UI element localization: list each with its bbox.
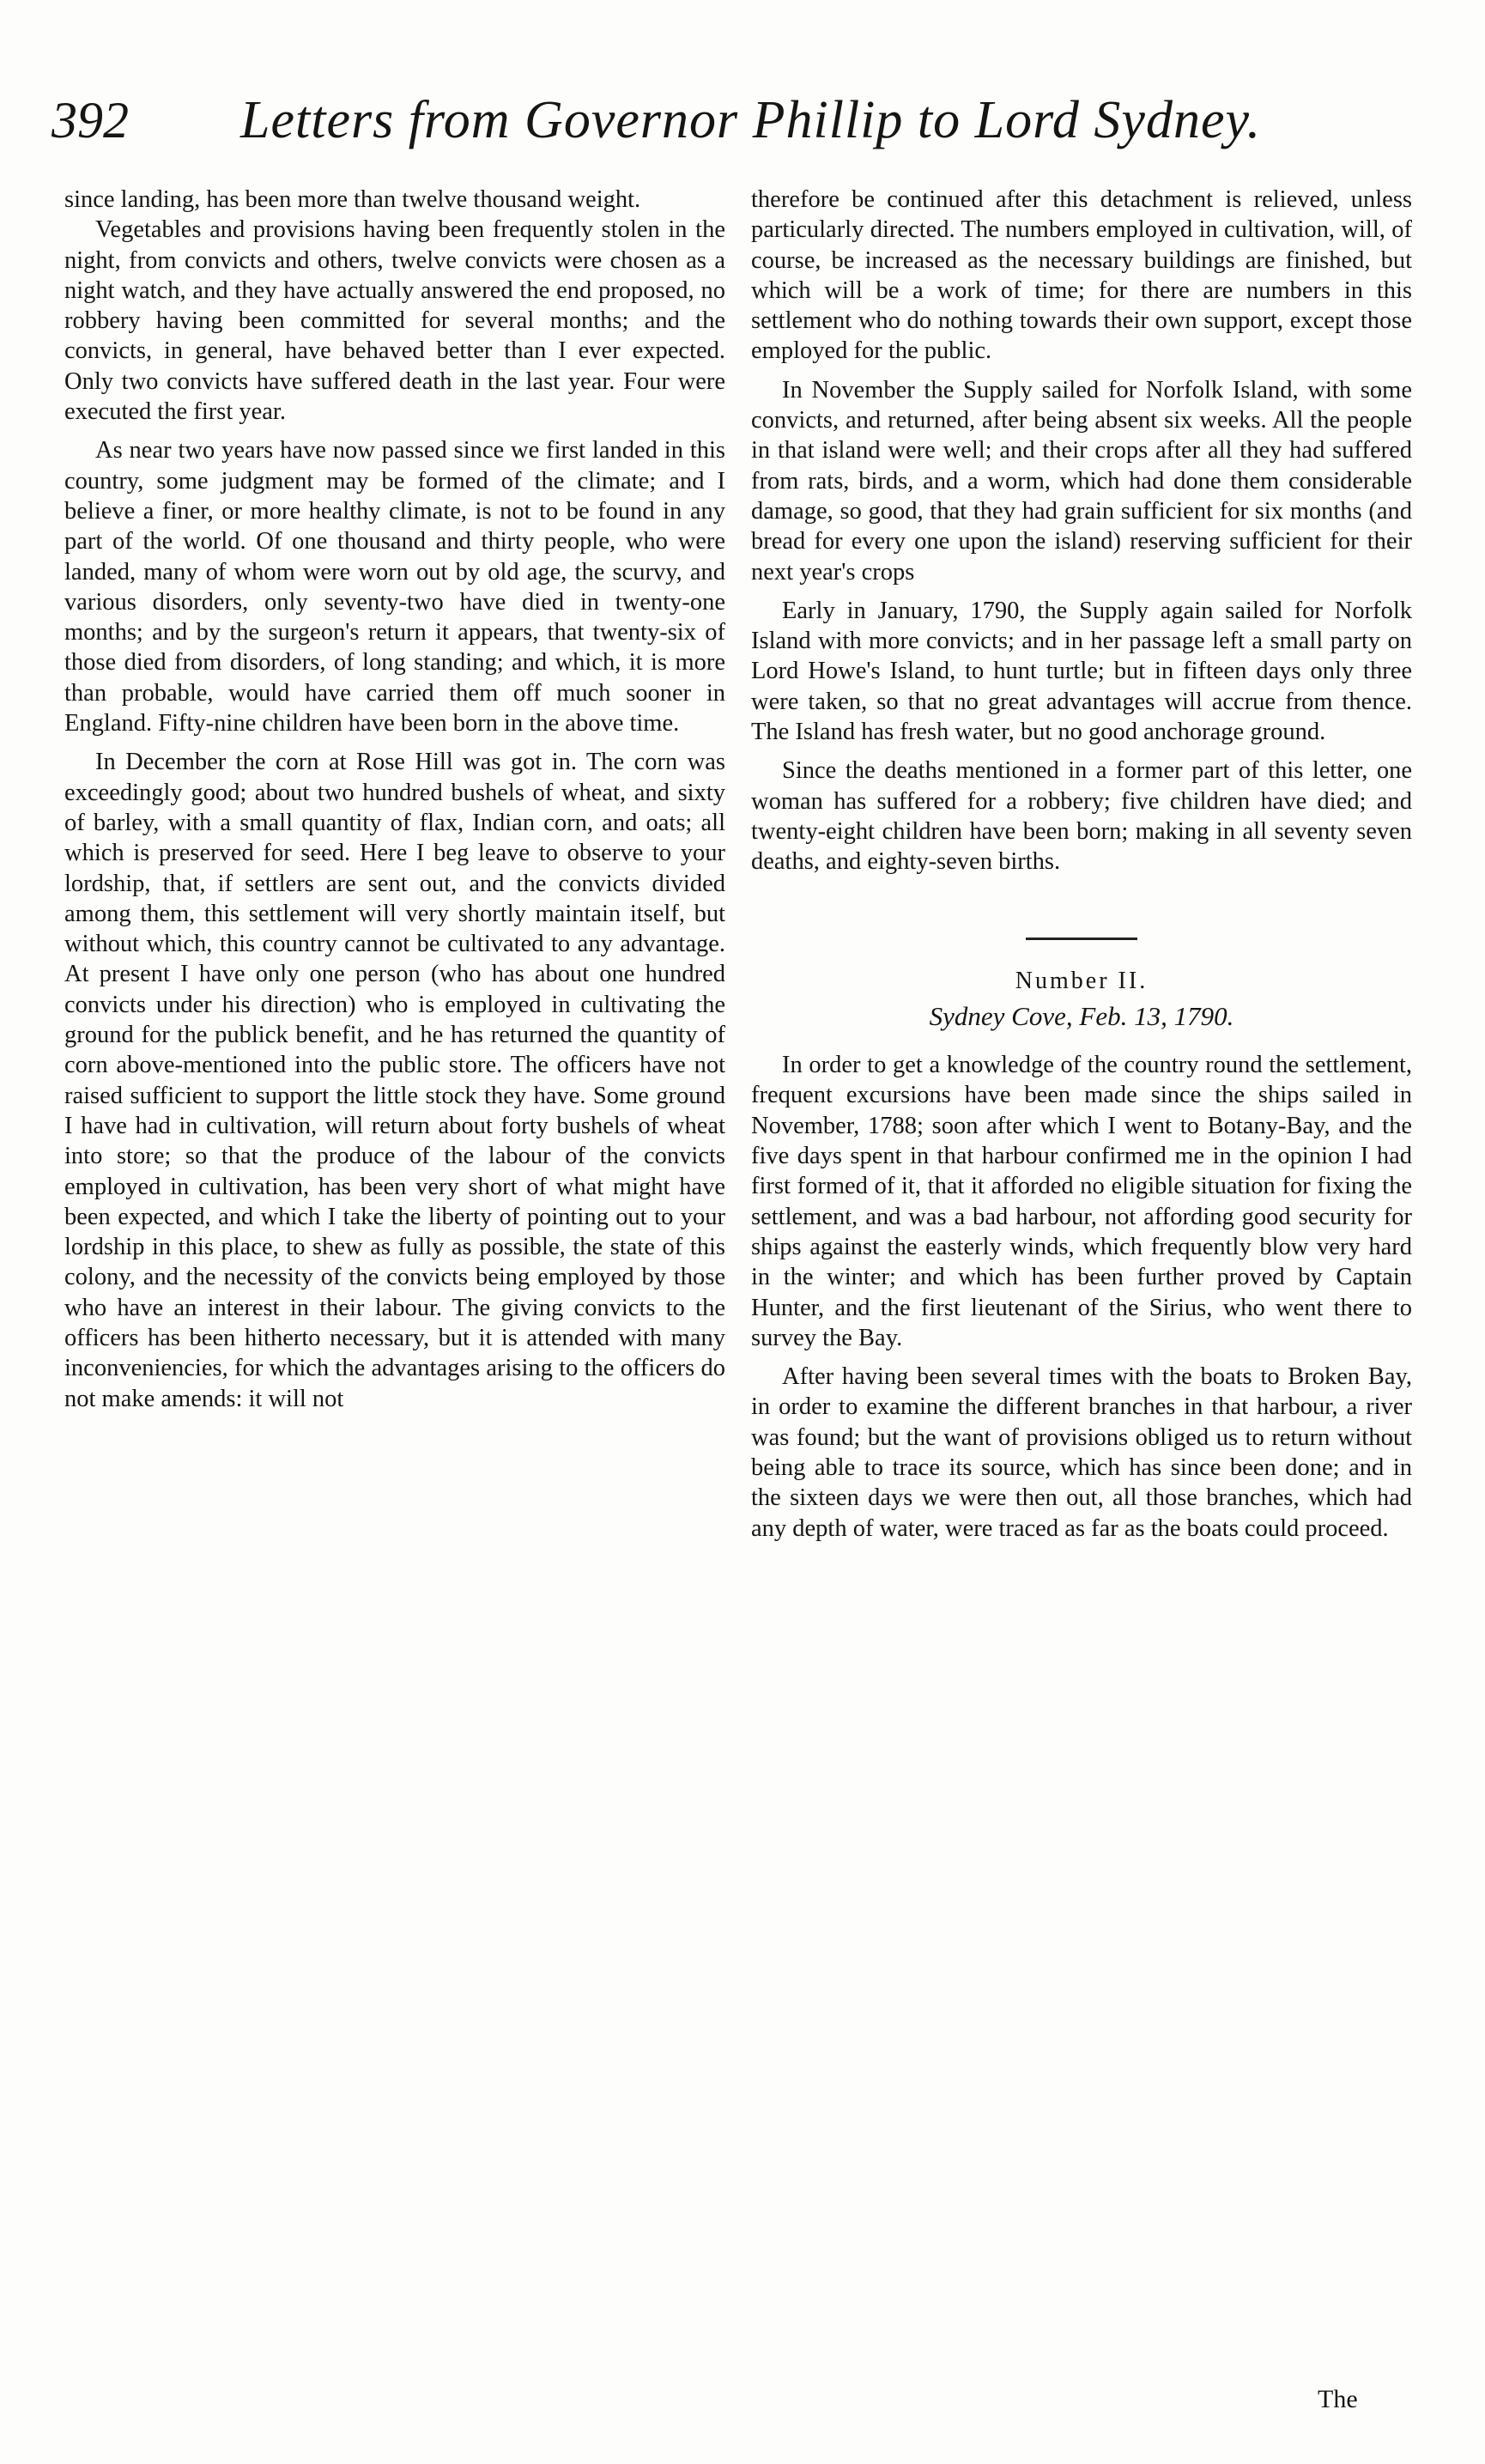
running-head <box>52 82 1391 159</box>
paragraph: As near two years have now passed since we first landed in this country, some judgment may be formed of the climate; and I believe a finer, or more healthy climate, is not to be found in any part of the world. Of one thousand and thirty people, who were landed, many of whom were worn out by old age, the scurvy, and various disorders, only seventy-two have died in twenty-one months; and by the surgeon's return it appears, that twenty-six of those died from disorders, of long standing; and which, it is more than probable, would have carried them off much sooner in England. Fifty-nine children have been born in the above time. <box>64 437 725 737</box>
running-title: Letters from Governor Phillip to Lord Sydney. <box>240 91 1262 149</box>
paragraph: Since the deaths mentioned in a former part of this letter, one woman has suffered for a robbery; five children have died; and twenty-eight children have been born; making in all seventy seven deaths, and eighty-seven births. <box>751 757 1412 876</box>
paragraph: therefore be continued after this detachment is relieved, unless particularly directed. The numbers employed in cultivation, will, of course, be increased as the necessary buildings are finished, but which will be a work of time; for there are numbers in this settlement who do nothing towards their own support, except those employed for the public. <box>751 186 1412 365</box>
paragraph: In December the corn at Rose Hill was got in. The corn was exceedingly good; about two hundred bushels of wheat, and sixty of barley, with a small quantity of flax, Indian corn, and oats; all which is preserved for seed. Here I beg leave to observe to your lordship, that, if settlers are sent out, and the convicts divided among them, this settlement will very shortly maintain itself, but without which, this country cannot be cultivated to any advantage. At present I have only one person (who has about one hundred convicts under his direction) who is employed in cultivating the ground for the publick benefit, and he has returned the quantity of corn above-mentioned into the public store. The officers have not raised sufficient to support the little stock they have. Some ground I have had in cultivation, will return about forty bushels of wheat into store; so that the produce of the labour of the convicts employed in cultivation, has been very short of what might have been expected, and which I take the liberty of pointing out to your lordship in this place, to shew as fully as possible, the state of this colony, and the necessity of the convicts being employed by those who have an interest in their labour. The giving convicts to the officers has been hitherto necessary, but it is attended with many inconveniencies, for which the advantages arising to the officers do not make amends: it will not <box>64 749 725 1412</box>
section-heading: Number II. <box>1015 967 1149 994</box>
paragraph: since landing, has been more than twelve thousand weight. <box>64 186 641 213</box>
paragraph: In order to get a knowledge of the country round the settlement, frequent excursions have been made since the ships sailed in November, 1788; soon after which I went to Botany-Bay, and the five days spent in that harbour confirmed me in the opinion I had first formed of it, that it afforded no eligible situation for fixing the settlement, and was a bad harbour, not affording good security for ships against the easterly winds, which frequently blow very hard in the winter; and which has been further proved by Captain Hunter, and the first lieutenant of the Sirius, who went there to survey the Bay. <box>751 1052 1412 1351</box>
right-column <box>751 185 1412 1544</box>
catchword: The <box>1318 2385 1358 2413</box>
left-column <box>64 185 725 1414</box>
letter-dateline: Sydney Cove, Feb. 13, 1790. <box>929 1000 1234 1031</box>
paragraph: After having been several times with the boats to Broken Bay, in order to examine the different branches in that harbour, a river was found; but the want of provisions obliged us to return without being able to trace its source, which has since been done; and in the sixteen days we were then out, all those branches, which had any depth of water, were traced as far as the boats could proceed. <box>751 1363 1412 1542</box>
page-number: 392 <box>52 92 129 149</box>
paragraph: Vegetables and provisions having been frequently stolen in the night, from convicts and others, twelve convicts were chosen as a night watch, and they have actually answered the end proposed, no robbery having been committed for several months; and the convicts, in general, have behaved better than I ever expected. Only two convicts have suffered death in the last year. Four were executed the first year. <box>64 216 725 426</box>
paragraph: In November the Supply sailed for Norfolk Island, with some convicts, and returned, after being absent six weeks. All the people in that island were well; and their crops after all they had suffered from rats, birds, and a worm, which had done them considerable damage, so good, that they had grain sufficient for six months (and bread for every one upon the island) reserving sufficient for their next year's crops <box>751 376 1412 586</box>
section-divider <box>1026 938 1137 940</box>
paragraph: Early in January, 1790, the Supply again sailed for Norfolk Island with more convicts; and in her passage left a small party on Lord Howe's Island, to hunt turtle; but in fifteen days only three were taken, so that no great advantages will accrue from thence. The Island has fresh water, but no good anchorage ground. <box>751 597 1412 746</box>
